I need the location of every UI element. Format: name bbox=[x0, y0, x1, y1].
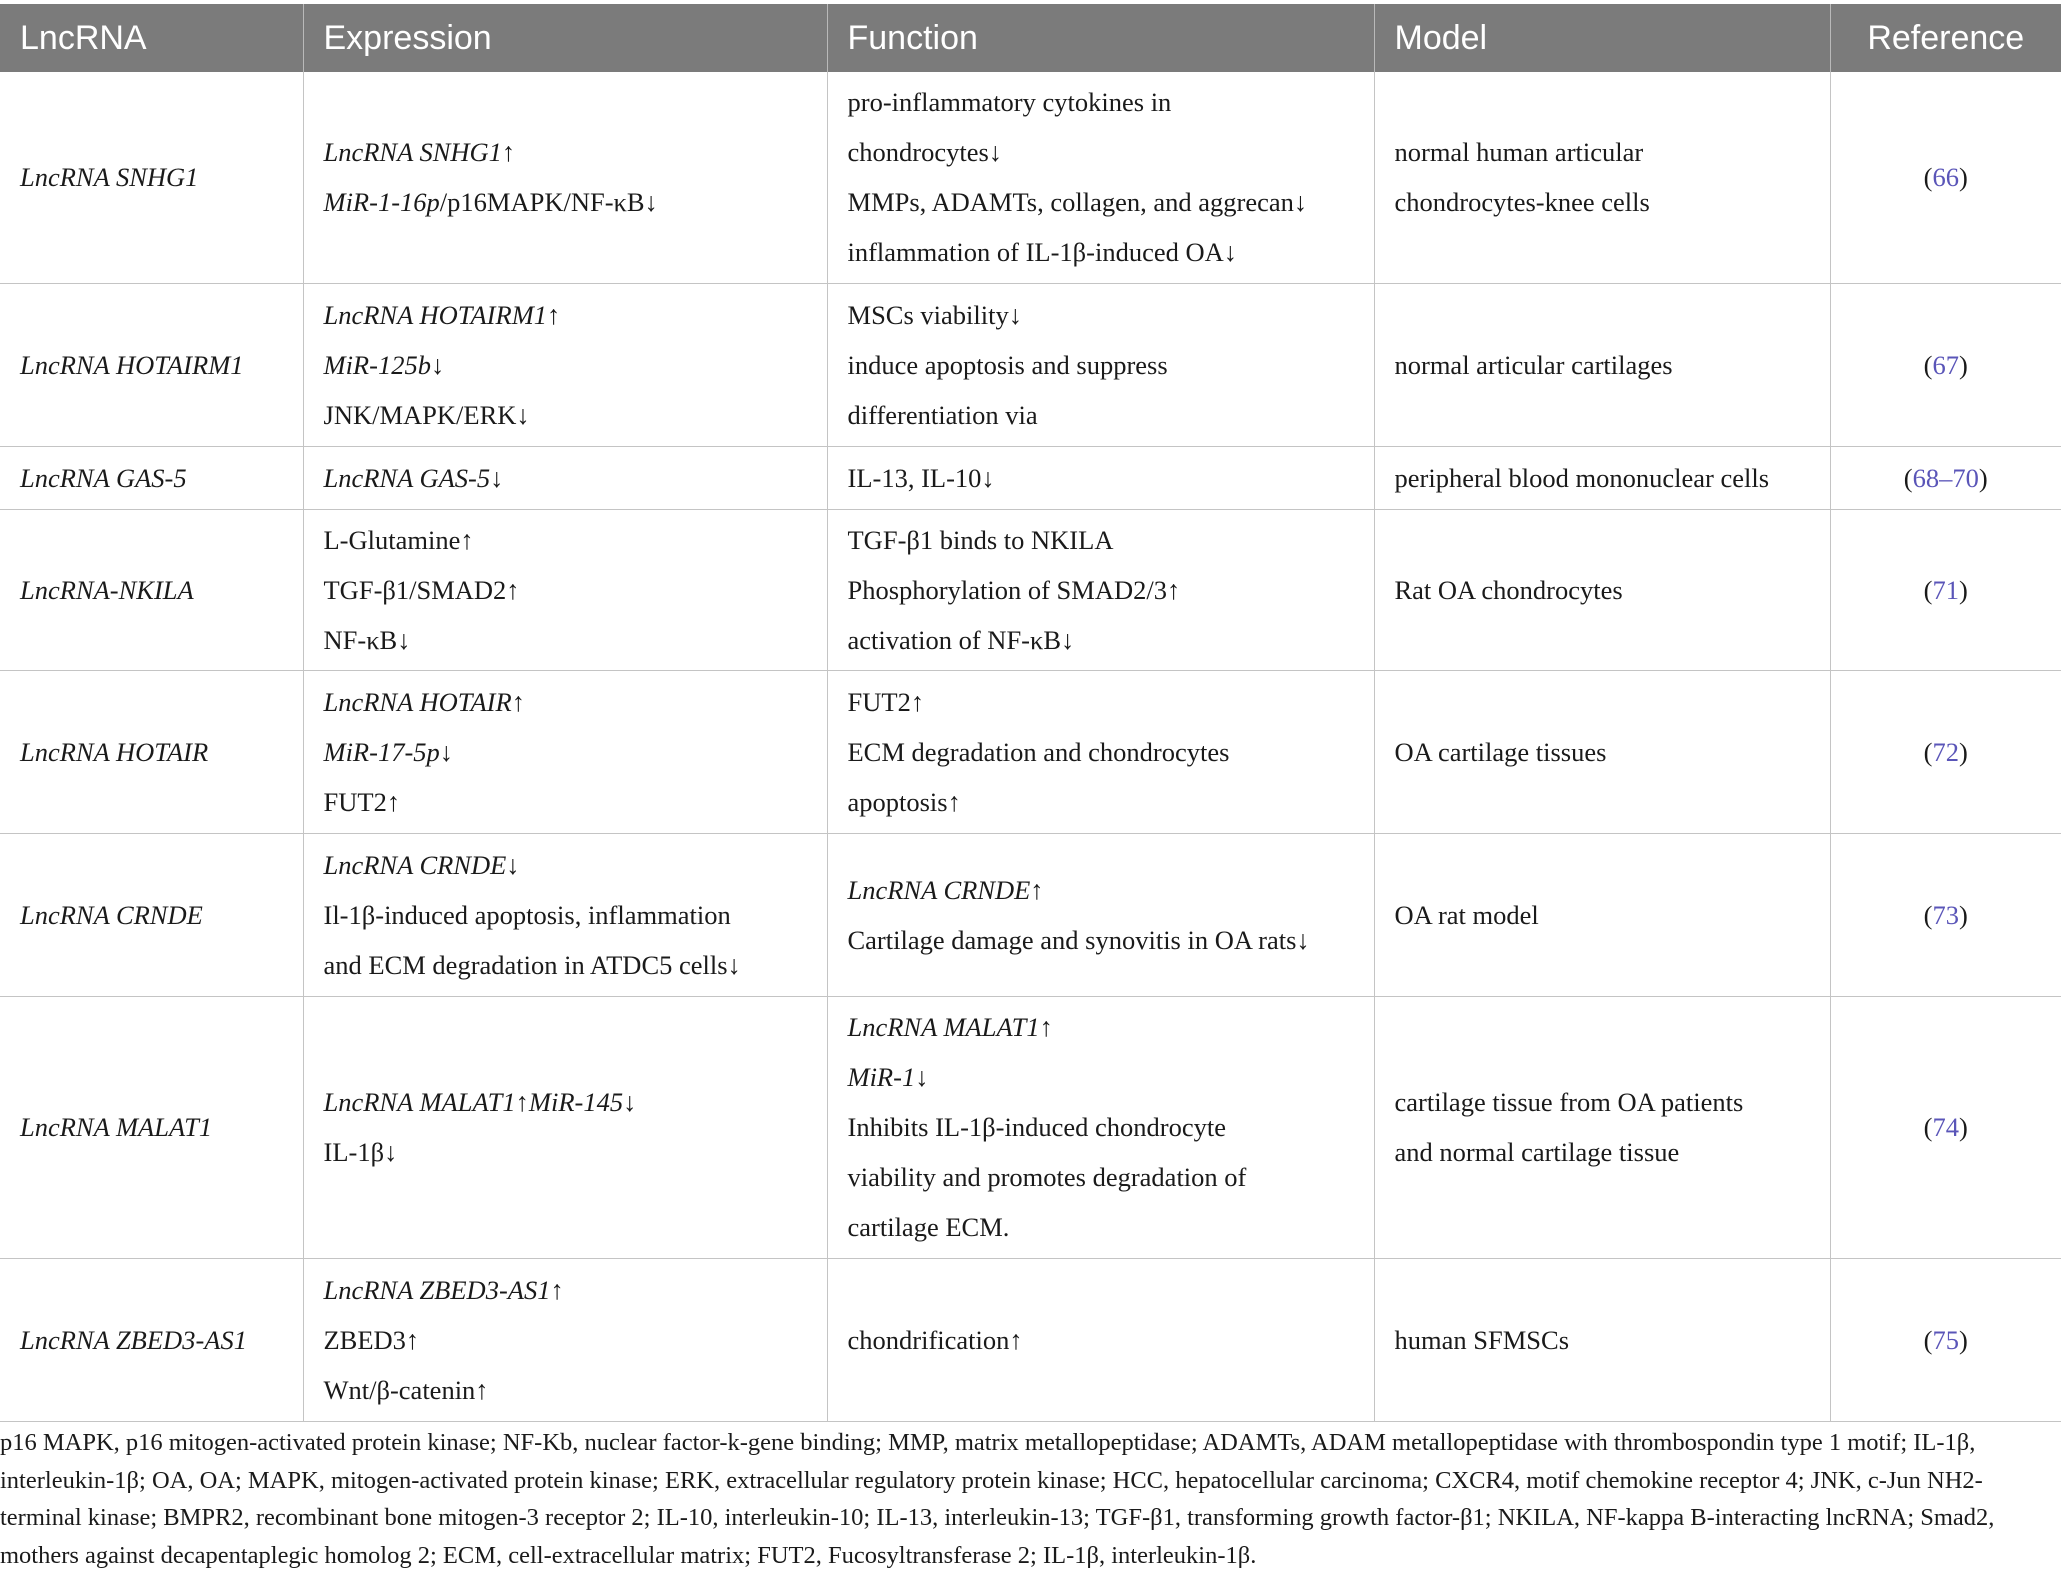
cell-expression bbox=[303, 72, 827, 283]
table-row bbox=[0, 509, 2061, 670]
expression-line bbox=[324, 177, 807, 227]
cell-expression bbox=[303, 670, 827, 833]
cell-model bbox=[1374, 509, 1830, 670]
cell-lncrna bbox=[0, 72, 303, 283]
expression-line: LncRNA SNHG1↑ bbox=[323, 137, 516, 168]
table-header-row bbox=[0, 4, 2061, 72]
lncrna-name: LncRNA-NKILA bbox=[20, 574, 194, 605]
function-line: Inhibits IL-1β-induced chondrocyte bbox=[847, 1112, 1226, 1142]
function-line: viability and promotes degradation of bbox=[847, 1162, 1247, 1192]
expression-line: LncRNA GAS-5↓ bbox=[323, 462, 504, 493]
cell-reference: (67) bbox=[1830, 283, 2061, 446]
expression-line: and ECM degradation in ATDC5 cells↓ bbox=[323, 949, 741, 980]
header-reference: Reference bbox=[1830, 4, 2061, 72]
cell-lncrna bbox=[0, 996, 303, 1258]
table-footnote: p16 MAPK, p16 mitogen-activated protein kinase; NF-Kb, nuclear factor-k-gene binding; MMP, matrix metallopeptidase; ADAMTs, ADAM metallopeptidase with thrombospondin type 1 motif; IL-1β, interleukin-1β; OA, OA; MAPK, mitogen-activated protein kinase; ERK, extracellular regulatory protein kinase; HCC, hepatocellular carcinoma; CXCR4, motif chemokine receptor 4; JNK, c-Jun NH2-terminal kinase; BMPR2, recombinant bone mitogen-3 receptor 2; IL-10, interleukin-10; IL-13, interleukin-13; TGF-β1, transforming growth factor-β1; NKILA, NF-kappa B-interacting lncRNA; Smad2, mothers against decapentaplegic homolog 2; ECM, cell-extracellular matrix; FUT2, Fucosyltransferase 2; IL-1β, interleukin-1β. bbox=[0, 1429, 1995, 1569]
header-model: Model bbox=[1374, 4, 1830, 72]
table-row bbox=[0, 670, 2061, 833]
function-line: chondrocytes↓ bbox=[847, 137, 1003, 168]
citation-link[interactable]: 68 bbox=[1912, 462, 1940, 493]
cell-lncrna bbox=[0, 509, 303, 670]
function-line: ECM degradation and chondrocytes bbox=[847, 736, 1230, 767]
cell-reference: (73) bbox=[1830, 833, 2061, 996]
citation-link[interactable]: 71 bbox=[1932, 574, 1959, 605]
header-function: Function bbox=[827, 4, 1374, 72]
cell-expression bbox=[303, 1258, 827, 1421]
function-line: induce apoptosis and suppress bbox=[847, 349, 1168, 380]
cell-model bbox=[1374, 72, 1830, 283]
citation-link[interactable]: 70 bbox=[1952, 462, 1979, 493]
function-line: pro-inflammatory cytokines in bbox=[847, 87, 1172, 118]
lncrna-name: LncRNA HOTAIRM1 bbox=[20, 349, 244, 380]
expression-line: TGF-β1/SMAD2↑ bbox=[323, 574, 520, 605]
model-line: chondrocytes-knee cells bbox=[1394, 187, 1650, 218]
expression-line: LncRNA HOTAIRM1↑ bbox=[323, 299, 561, 330]
cell-model bbox=[1374, 1258, 1830, 1421]
cell-function bbox=[827, 670, 1374, 833]
cell-lncrna bbox=[0, 283, 303, 446]
expression-line: NF-κB↓ bbox=[323, 624, 411, 655]
expression-pathway: /p16MAPK/NF-κB↓ bbox=[439, 187, 658, 218]
cell-reference: (72) bbox=[1830, 670, 2061, 833]
expression-line: Wnt/β-catenin↑ bbox=[323, 1374, 489, 1405]
function-line: Cartilage damage and synovitis in OA rats↓ bbox=[847, 924, 1310, 955]
model-line: OA cartilage tissues bbox=[1394, 736, 1607, 767]
expression-line: LncRNA CRNDE↓ bbox=[323, 849, 520, 880]
function-line: MiR-1↓ bbox=[847, 1062, 929, 1092]
cell-reference: (71) bbox=[1830, 509, 2061, 670]
expression-line: MiR-17-5p↓ bbox=[323, 736, 454, 767]
function-line: FUT2↑ bbox=[847, 686, 925, 717]
cell-function bbox=[827, 509, 1374, 670]
function-line: MMPs, ADAMTs, collagen, and aggrecan↓ bbox=[847, 187, 1308, 218]
cell-model bbox=[1374, 996, 1830, 1258]
citation-link[interactable]: 66 bbox=[1932, 162, 1959, 193]
citation-link[interactable]: 67 bbox=[1932, 349, 1959, 380]
expression-line: MiR-125b↓ bbox=[323, 349, 445, 380]
model-line: Rat OA chondrocytes bbox=[1394, 574, 1623, 605]
expression-line: L-Glutamine↑ bbox=[323, 524, 474, 555]
cell-lncrna bbox=[0, 833, 303, 996]
cell-expression bbox=[303, 283, 827, 446]
model-line: normal human articular bbox=[1394, 137, 1644, 168]
model-line: OA rat model bbox=[1394, 899, 1539, 930]
function-line: differentiation via bbox=[847, 399, 1038, 430]
expression-line: FUT2↑ bbox=[323, 786, 401, 817]
cell-lncrna bbox=[0, 446, 303, 509]
table-row bbox=[0, 283, 2061, 446]
function-line: inflammation of IL-1β-induced OA↓ bbox=[847, 237, 1238, 268]
function-line: TGF-β1 binds to NKILA bbox=[847, 524, 1114, 555]
header-expression: Expression bbox=[303, 4, 827, 72]
cell-model bbox=[1374, 446, 1830, 509]
function-line: LncRNA CRNDE↑ bbox=[847, 874, 1044, 905]
cell-model bbox=[1374, 283, 1830, 446]
table-row bbox=[0, 1258, 2061, 1421]
lncrna-name: LncRNA HOTAIR bbox=[20, 736, 209, 767]
cell-expression bbox=[303, 996, 827, 1258]
cell-lncrna bbox=[0, 670, 303, 833]
model-line: normal articular cartilages bbox=[1394, 349, 1673, 380]
lncrna-table bbox=[0, 4, 2061, 1422]
function-line: MSCs viability↓ bbox=[847, 299, 1022, 330]
function-line: apoptosis↑ bbox=[847, 786, 961, 817]
cell-reference: (75) bbox=[1830, 1258, 2061, 1421]
model-line: cartilage tissue from OA patients bbox=[1394, 1087, 1744, 1117]
citation-link[interactable]: 73 bbox=[1932, 899, 1959, 930]
citation-link[interactable]: 75 bbox=[1932, 1324, 1959, 1355]
function-line: Phosphorylation of SMAD2/3↑ bbox=[847, 574, 1181, 605]
expression-line: JNK/MAPK/ERK↓ bbox=[323, 399, 530, 430]
cell-expression bbox=[303, 833, 827, 996]
lncrna-name: LncRNA MALAT1 bbox=[20, 1112, 213, 1142]
cell-reference: (68–70) bbox=[1830, 446, 2061, 509]
lncrna-name: LncRNA SNHG1 bbox=[20, 162, 199, 193]
model-line: and normal cartilage tissue bbox=[1394, 1137, 1680, 1167]
table-row bbox=[0, 996, 2061, 1258]
lncrna-name: LncRNA CRNDE bbox=[20, 899, 203, 930]
header-lncrna: LncRNA bbox=[0, 4, 303, 72]
expression-line: LncRNA MALAT1↑MiR-145↓ bbox=[323, 1087, 637, 1117]
lncrna-name: LncRNA GAS-5 bbox=[20, 462, 187, 493]
table-row bbox=[0, 72, 2061, 283]
function-line: cartilage ECM. bbox=[847, 1212, 1010, 1242]
function-line: IL-13, IL-10↓ bbox=[847, 462, 995, 493]
cell-function bbox=[827, 996, 1374, 1258]
table-row bbox=[0, 446, 2061, 509]
cell-function bbox=[827, 1258, 1374, 1421]
cell-model bbox=[1374, 670, 1830, 833]
expression-line: ZBED3↑ bbox=[323, 1324, 420, 1355]
cell-function bbox=[827, 833, 1374, 996]
cell-expression bbox=[303, 509, 827, 670]
expression-line: IL-1β↓ bbox=[323, 1137, 398, 1167]
cell-function bbox=[827, 72, 1374, 283]
cell-lncrna bbox=[0, 1258, 303, 1421]
cell-model bbox=[1374, 833, 1830, 996]
cell-function bbox=[827, 446, 1374, 509]
cell-reference: (74) bbox=[1830, 996, 2061, 1258]
lncrna-name: LncRNA ZBED3-AS1 bbox=[20, 1324, 247, 1355]
function-line: LncRNA MALAT1↑ bbox=[847, 1012, 1053, 1042]
cell-reference: (66) bbox=[1830, 72, 2061, 283]
model-line: peripheral blood mononuclear cells bbox=[1394, 462, 1770, 493]
expression-line: LncRNA HOTAIR↑ bbox=[323, 686, 525, 717]
cell-function bbox=[827, 283, 1374, 446]
table-row bbox=[0, 833, 2061, 996]
expression-line: Il-1β-induced apoptosis, inflammation bbox=[323, 899, 731, 930]
citation-link[interactable]: 72 bbox=[1932, 736, 1959, 767]
expression-mirna: MiR-1-16p bbox=[323, 187, 440, 218]
citation-link[interactable]: 74 bbox=[1932, 1112, 1959, 1142]
citation-dash: – bbox=[1939, 462, 1953, 493]
function-line: chondrification↑ bbox=[847, 1324, 1023, 1355]
function-line: activation of NF-κB↓ bbox=[847, 624, 1075, 655]
expression-line: LncRNA ZBED3-AS1↑ bbox=[323, 1274, 564, 1305]
model-line: human SFMSCs bbox=[1394, 1324, 1570, 1355]
cell-expression bbox=[303, 446, 827, 509]
